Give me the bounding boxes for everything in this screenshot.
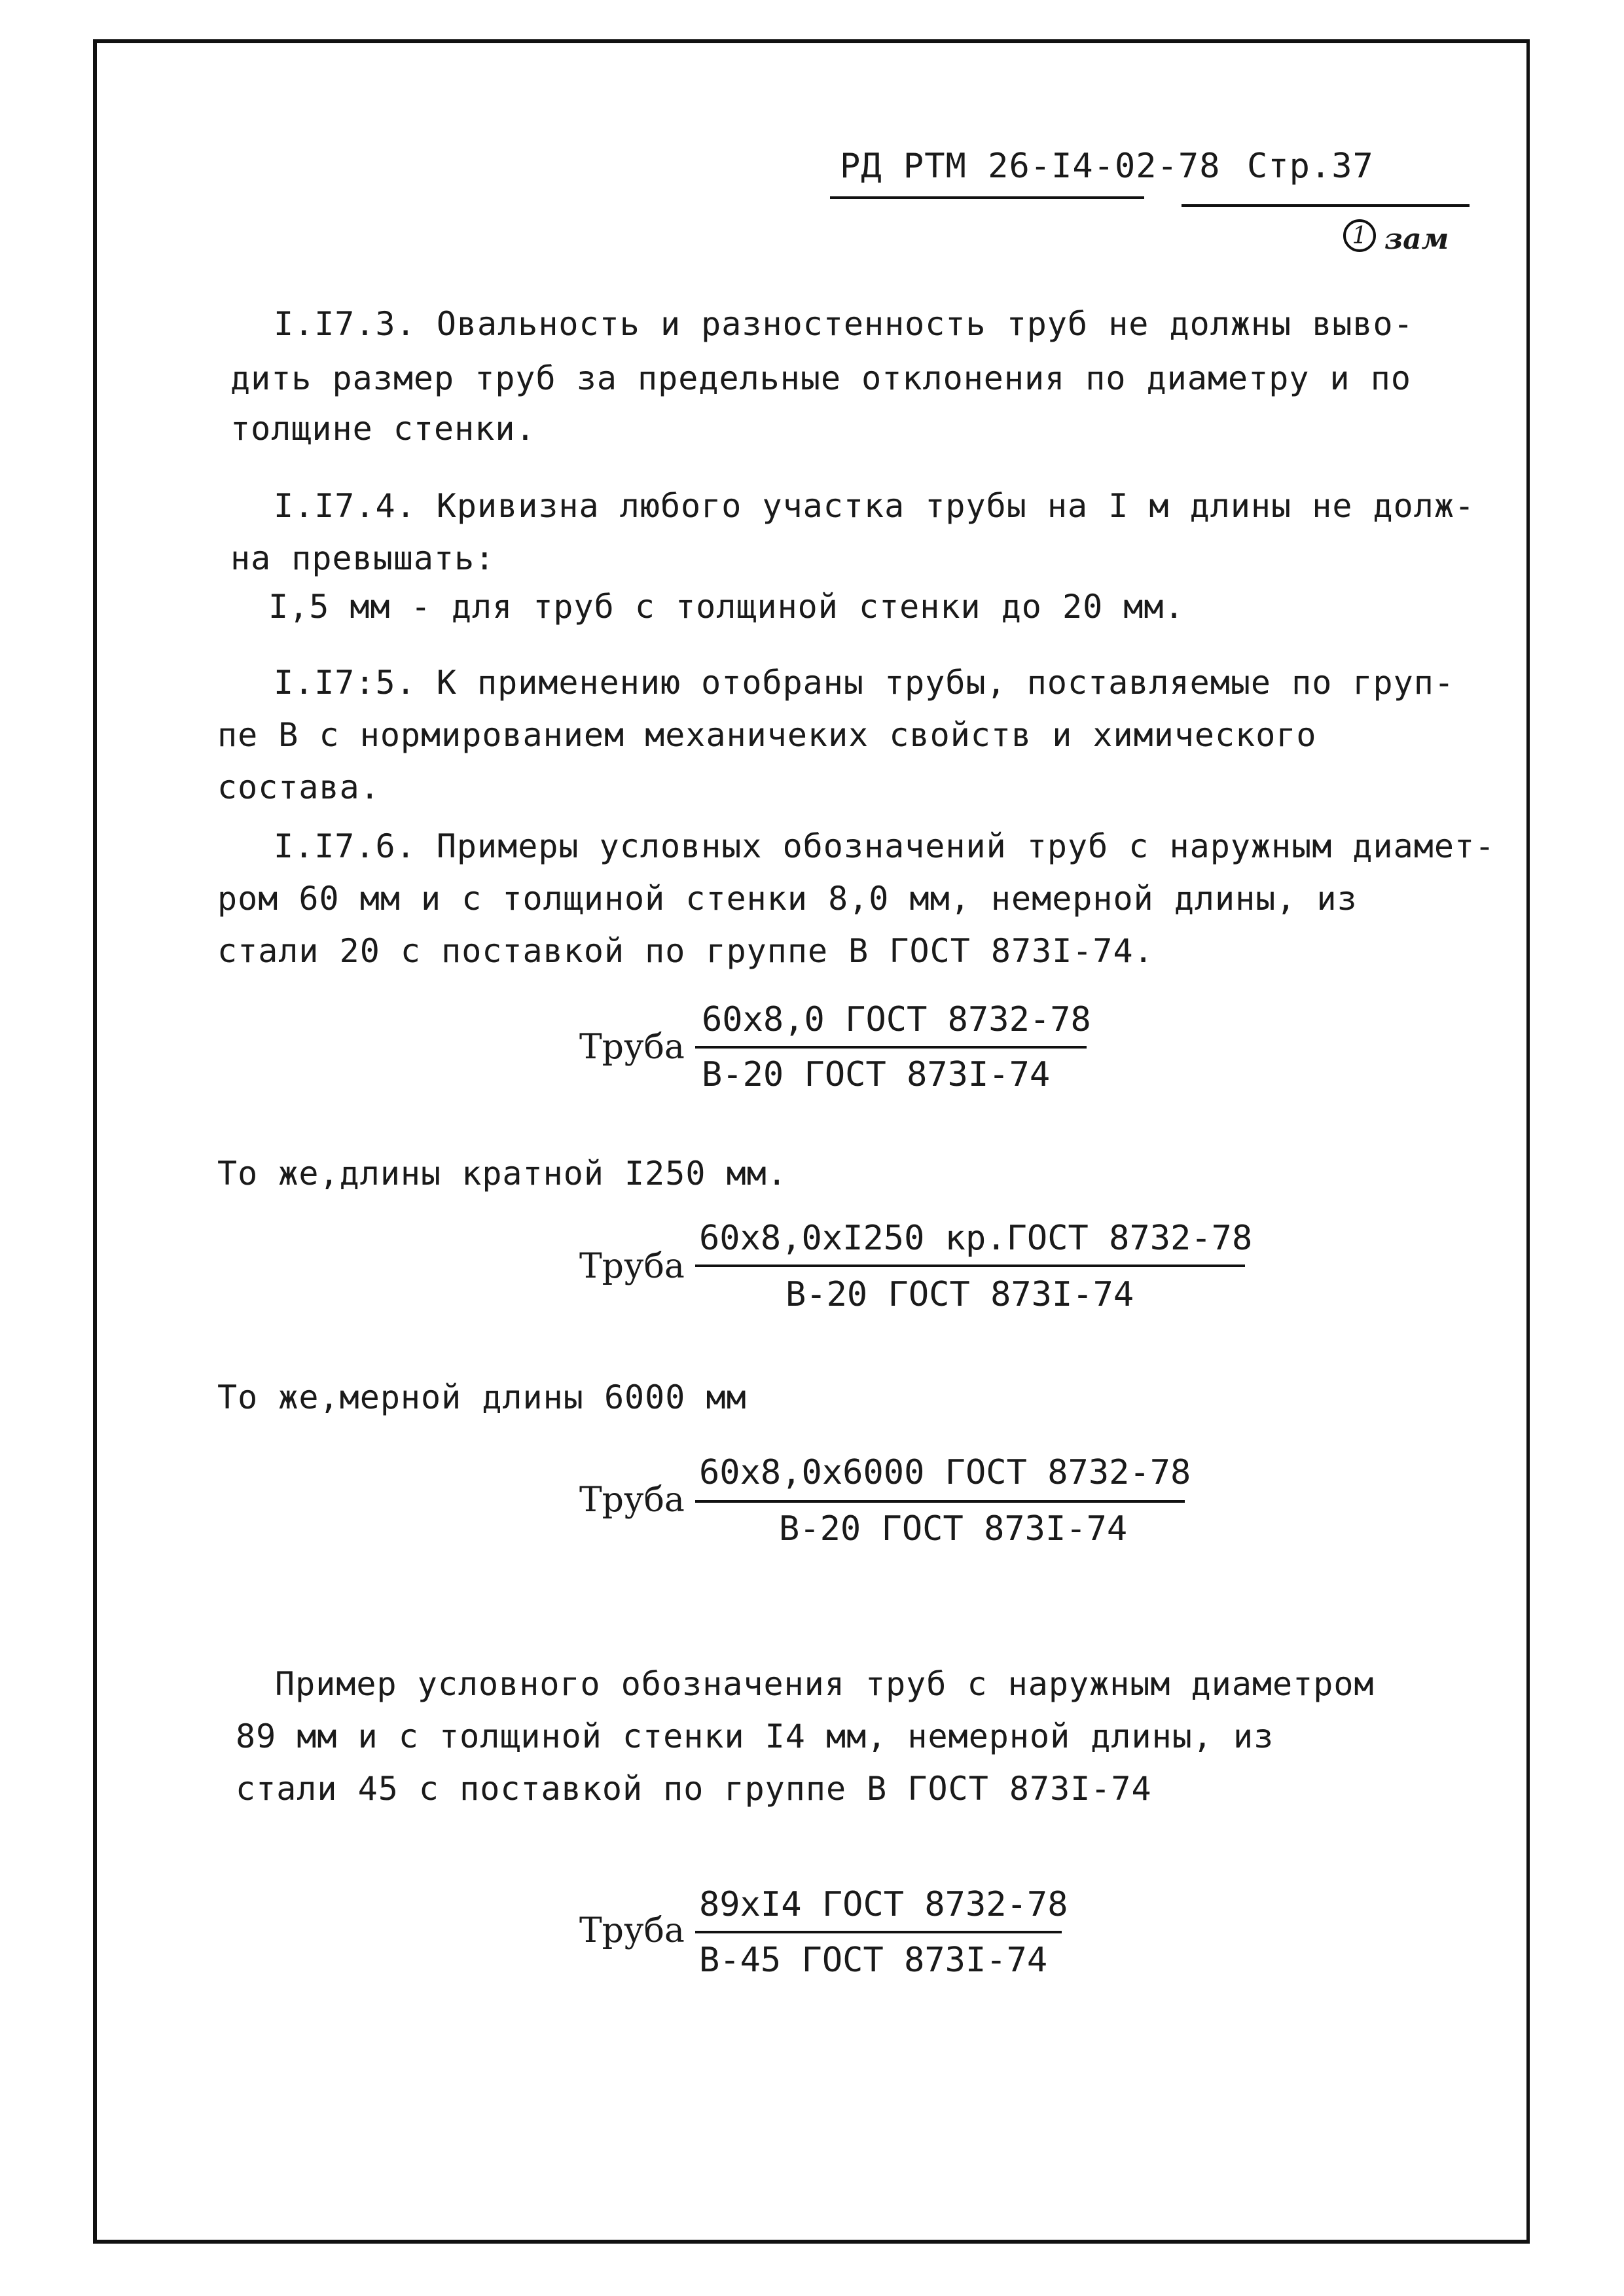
formula-1-numerator: 60x8,0 ГОСТ 8732-78 xyxy=(702,1000,1091,1039)
formula-2-numerator: 60x8,0xI250 кр.ГОСТ 8732-78 xyxy=(699,1219,1253,1258)
para-4-line-3: стали 20 с поставкой по группе В ГОСТ 873I-74. xyxy=(217,932,1154,970)
formula-4-fraction-bar xyxy=(695,1931,1062,1933)
page-label: Стр.37 xyxy=(1247,147,1374,186)
formula-3-denominator: В-20 ГОСТ 873I-74 xyxy=(779,1509,1128,1549)
formula-2-fraction-bar xyxy=(695,1265,1245,1267)
para-2-line-1: I.I7.4. Кривизна любого участка трубы на I м длины не долж- xyxy=(274,487,1475,525)
header-underline-right xyxy=(1182,204,1470,207)
formula-2-denominator: В-20 ГОСТ 873I-74 xyxy=(785,1275,1134,1314)
header-underline-left xyxy=(830,196,1144,199)
note-2: То же,мерной длины 6000 мм xyxy=(217,1378,747,1416)
formula-3-fraction-bar xyxy=(695,1500,1185,1503)
formula-1-fraction-bar xyxy=(695,1046,1087,1049)
formula-4-numerator: 89xI4 ГОСТ 8732-78 xyxy=(699,1885,1068,1924)
example-line-1: Пример условного обозначения труб с наружным диаметром xyxy=(275,1665,1375,1703)
para-3-line-1: I.I7:5. К применению отобраны трубы, поставляемые по груп- xyxy=(274,664,1454,702)
note-1: То же,длины кратной I250 мм. xyxy=(217,1155,787,1193)
para-1-line-1: I.I7.3. Овальность и разностенность труб не должны выво- xyxy=(274,305,1414,343)
para-3-line-3: состава. xyxy=(217,768,380,806)
para-2-line-2: на превышать: xyxy=(230,539,496,577)
formula-2-word: Труба xyxy=(579,1247,685,1286)
formula-3-word: Труба xyxy=(579,1480,685,1520)
para-1-line-3: толщине стенки. xyxy=(230,410,536,448)
para-2-line-3: I,5 мм - для труб с толщиной стенки до 20 мм. xyxy=(268,588,1185,626)
change-number-circle: 1 xyxy=(1343,219,1376,252)
example-line-3: стали 45 с поставкой по группе В ГОСТ 873I-74 xyxy=(236,1770,1152,1808)
formula-1-word: Труба xyxy=(579,1028,685,1067)
formula-1-denominator: В-20 ГОСТ 873I-74 xyxy=(702,1055,1051,1094)
formula-3-numerator: 60x8,0x6000 ГОСТ 8732-78 xyxy=(699,1453,1191,1492)
para-4-line-1: I.I7.6. Примеры условных обозначений труб с наружным диамет- xyxy=(274,827,1496,865)
change-label: зам xyxy=(1384,223,1449,256)
para-1-line-2: дить размер труб за предельные отклонения по диаметру и по xyxy=(230,359,1411,397)
formula-4-denominator: В-45 ГОСТ 873I-74 xyxy=(699,1941,1048,1980)
example-line-2: 89 мм и с толщиной стенки I4 мм, немерной длины, из xyxy=(236,1717,1274,1755)
para-4-line-2: ром 60 мм и с толщиной стенки 8,0 мм, немерной длины, из xyxy=(217,880,1358,918)
para-3-line-2: пе В с нормированием механичеких свойств и химического xyxy=(217,716,1317,754)
doc-code: РД РТМ 26-I4-02-78 xyxy=(840,147,1221,186)
formula-4-word: Труба xyxy=(579,1911,685,1950)
